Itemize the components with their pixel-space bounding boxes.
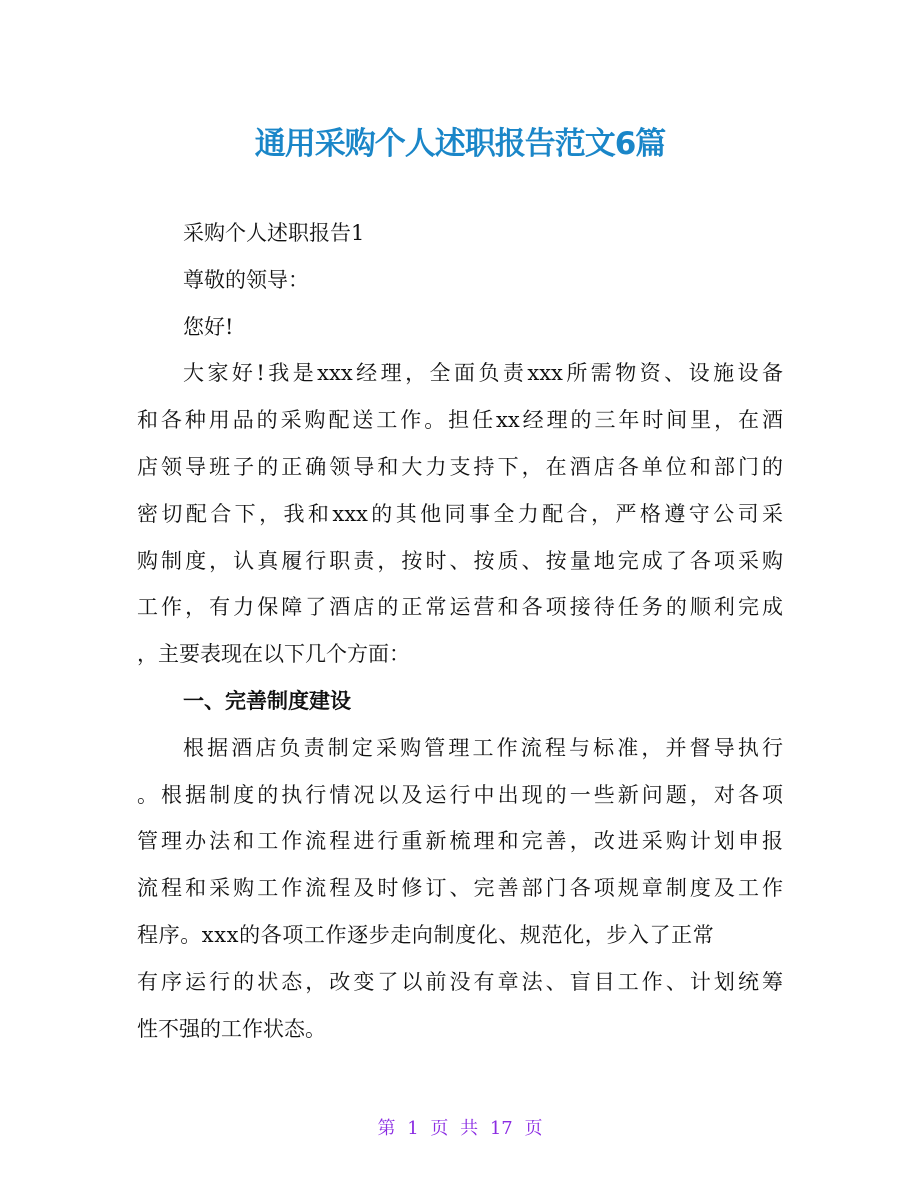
paragraph-line: 程序。xxx的各项工作逐步走向制度化、规范化，步入了正常 bbox=[137, 922, 715, 947]
paragraph-line: 工作，有力保障了酒店的正常运营和各项接待任务的顺利完成 bbox=[137, 595, 783, 620]
paragraph-line: 大家好!我是xxx经理，全面负责xxx所需物资、设施设备 bbox=[183, 361, 783, 386]
paragraph-line: 根据酒店负责制定采购管理工作流程与标准，并督导执行 bbox=[183, 735, 783, 760]
paragraph-line: 和各种用品的采购配送工作。担任xx经理的三年时间里，在酒 bbox=[137, 408, 783, 433]
greeting: 您好! bbox=[183, 314, 234, 339]
section-heading-report-1: 采购个人述职报告1 bbox=[183, 221, 365, 245]
paragraph-line: 密切配合下，我和xxx的其他同事全力配合，严格遵守公司采 bbox=[137, 501, 783, 526]
subsection-heading: 一、完善制度建设 bbox=[183, 688, 351, 713]
paragraph-line: 管理办法和工作流程进行重新梳理和完善，改进采购计划申报 bbox=[137, 829, 783, 854]
document-title: 通用采购个人述职报告范文6篇 bbox=[254, 126, 666, 162]
document-body bbox=[137, 210, 783, 1052]
paragraph-line: 店领导班子的正确领导和大力支持下，在酒店各单位和部门的 bbox=[137, 454, 783, 479]
page-number: 第 1 页 共 17 页 bbox=[377, 1118, 543, 1139]
paragraph-line: 有序运行的状态，改变了以前没有章法、盲目工作、计划统筹 bbox=[137, 969, 783, 994]
paragraph-line: 流程和采购工作流程及时修订、完善部门各项规章制度及工作 bbox=[137, 876, 783, 901]
paragraph-line: 性不强的工作状态。 bbox=[137, 1016, 326, 1041]
paragraph-line: ，主要表现在以下几个方面： bbox=[137, 642, 410, 667]
paragraph-line: 。根据制度的执行情况以及运行中出现的一些新问题，对各项 bbox=[137, 782, 783, 807]
salutation: 尊敬的领导： bbox=[183, 267, 309, 292]
paragraph-line: 购制度，认真履行职责，按时、按质、按量地完成了各项采购 bbox=[137, 548, 783, 573]
